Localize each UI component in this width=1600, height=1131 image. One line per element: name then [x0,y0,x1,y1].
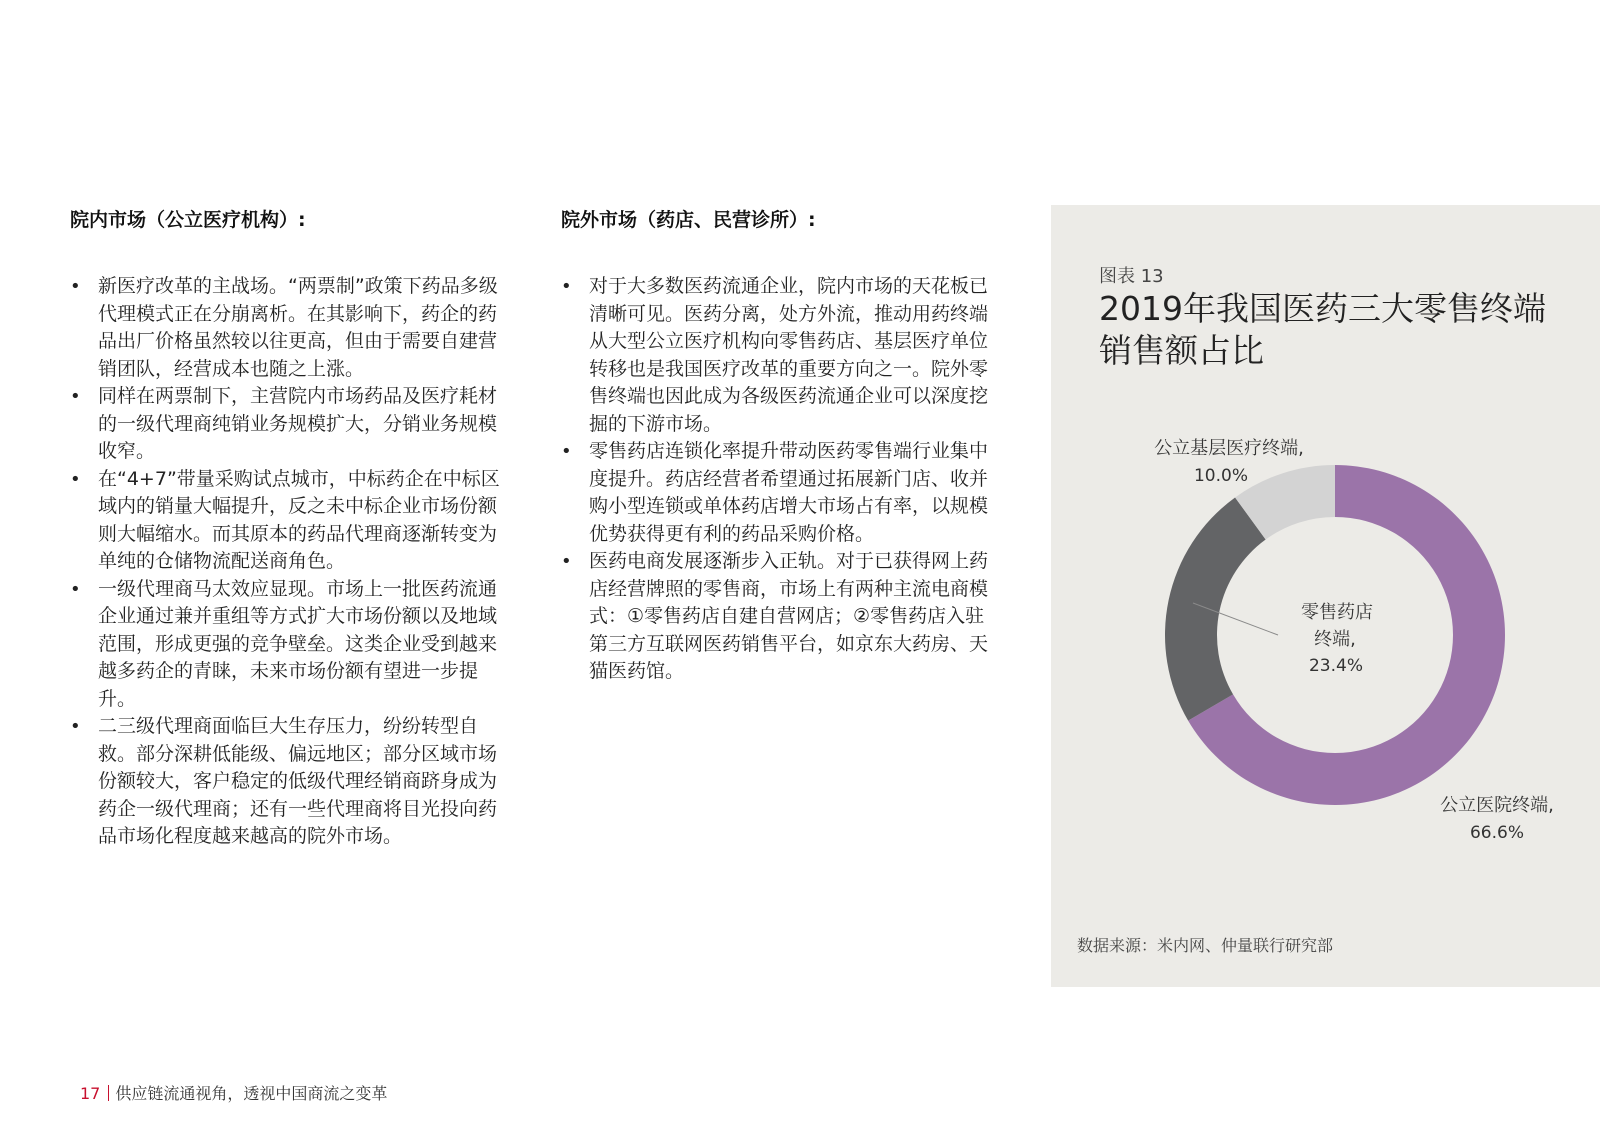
page-number: 17 [80,1084,101,1103]
figure-title: 2019年我国医药三大零售终端销售额占比 [1099,289,1546,370]
list-item: • 在“4+7”带量采购试点城市，中标药企在中标区域内的销量大幅提升，反之未中标企业市场份额则大幅缩水。而其原本的药品代理商逐渐转变为单纯的仓储物流配送商角色。 [70,466,510,576]
footer-divider [108,1085,109,1101]
data-source: 数据来源：米内网、仲量联行研究部 [1077,936,1334,955]
middle-column [561,205,991,686]
list-item: • 对于大多数医药流通企业，院内市场的天花板已清晰可见。医药分离，处方外流，推动用药终端从大型公立医疗机构向零售药店、基层医疗单位转移也是我国医疗改革的重要方向之一。院外零售终端也因此成为各级医药流通企业可以深度挖掘的下游市场。 [561,273,991,438]
figure-label: 图表 13 [1099,266,1164,287]
left-bullet-list [70,273,510,851]
list-item: • 同样在两票制下，主营院内市场药品及医疗耗材的一级代理商纯销业务规模扩大，分销业务规模收窄。 [70,383,510,466]
slice-retail [1165,497,1266,720]
list-item: • 零售药店连锁化率提升带动医药零售端行业集中度提升。药店经营者希望通过拓展新门店、收并购小型连锁或单体药店增大市场占有率，以规模优势获得更有利的药品采购价格。 [561,438,991,548]
left-heading: 院内市场（公立医疗机构）: [70,209,306,231]
retail-label-line2: 终端, [1314,629,1356,650]
middle-heading: 院外市场（药店、民营诊所）: [561,209,816,231]
hospital-label-name: 公立医院终端, [1440,795,1554,816]
donut-chart [1051,205,1600,987]
primary-label-value: 10.0% [1193,466,1249,486]
retail-label-line1: 零售药店 [1301,602,1373,623]
list-item: • 医药电商发展逐渐步入正轨。对于已获得网上药店经营牌照的零售商，市场上有两种主流电商模式：①零售药店自建自营网店；②零售药店入驻第三方互联网医药销售平台，如京东大药房、天猫医药馆。 [561,548,991,686]
left-column [70,205,510,851]
page-footer [80,1081,387,1104]
retail-label-value: 23.4% [1308,656,1364,676]
hospital-label-value: 66.6% [1469,823,1525,843]
footer-text: 供应链流通视角，透视中国商流之变革 [115,1084,388,1103]
primary-label-name: 公立基层医疗终端, [1154,438,1304,459]
list-item: • 新医疗改革的主战场。“两票制”政策下药品多级代理模式正在分崩离析。在其影响下，药企的药品出厂价格虽然较以往更高，但由于需要自建营销团队，经营成本也随之上涨。 [70,273,510,383]
list-item: • 二三级代理商面临巨大生存压力，纷纷转型自救。部分深耕低能级、偏远地区；部分区域市场份额较大，客户稳定的低级代理经销商跻身成为药企一级代理商；还有一些代理商将目光投向药品市场化程度越来越高的院外市场。 [70,713,510,851]
figure-panel [1051,205,1600,987]
middle-bullet-list [561,273,991,686]
list-item: • 一级代理商马太效应显现。市场上一批医药流通企业通过兼并重组等方式扩大市场份额以及地域范围，形成更强的竞争壁垒。这类企业受到越来越多药企的青睐，未来市场份额有望进一步提升。 [70,576,510,714]
